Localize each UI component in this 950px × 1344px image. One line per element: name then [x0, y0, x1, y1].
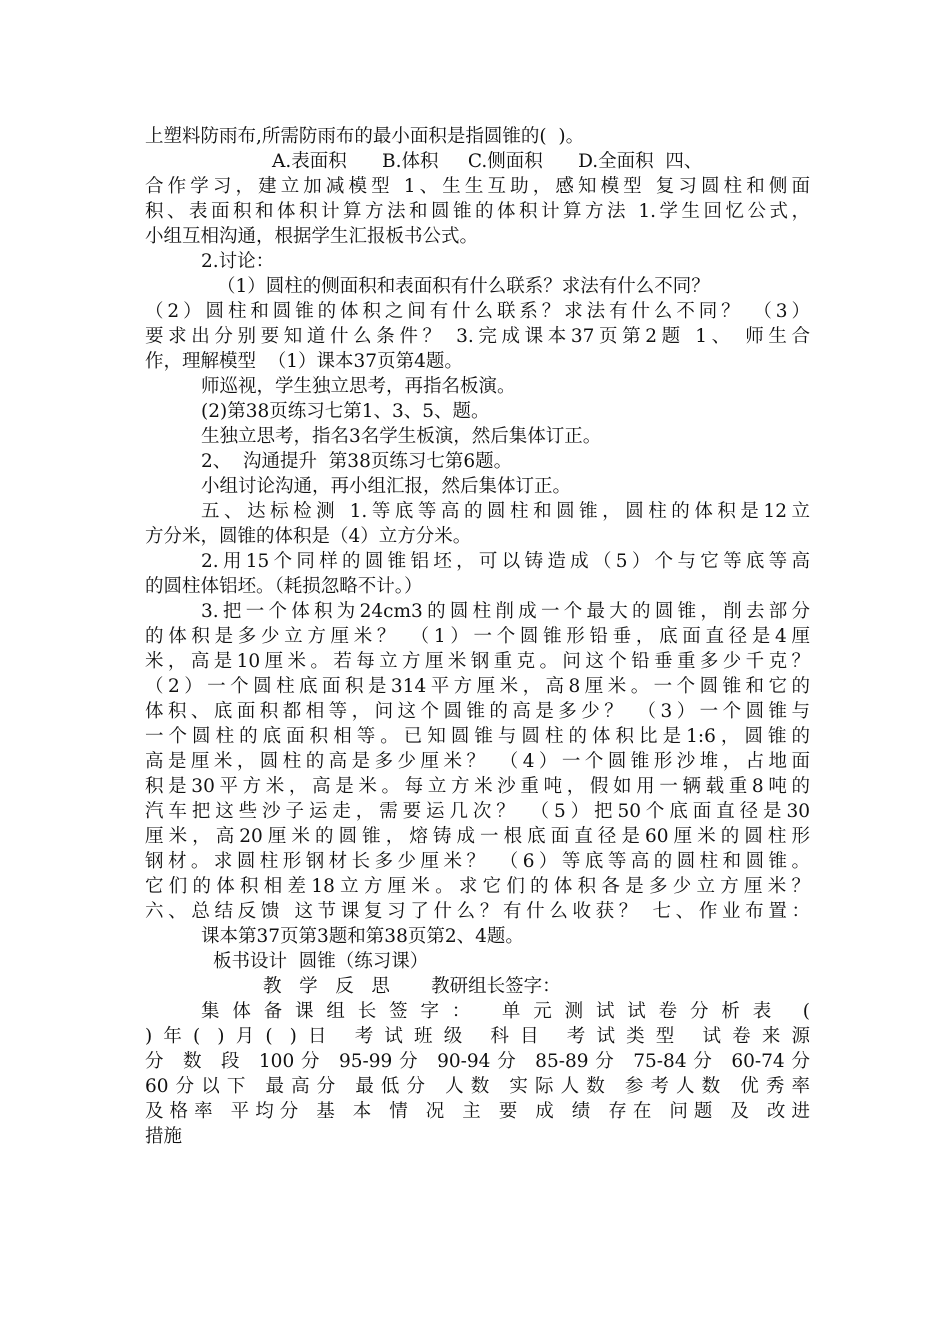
text-line: （2）圆柱和圆锥的体积之间有什么联系？求法有什么不同？ （3）: [145, 301, 810, 322]
text-line: )年( )月( )日 考试班级 科目 考试类型 试卷来源: [145, 1026, 810, 1047]
text-line: 汽车把这些沙子运走，需要运几次？ （5）把50个底面直径是30: [145, 801, 810, 822]
text-line: 板书设计 圆锥（练习课）: [213, 951, 429, 972]
text-line: 体积、底面积都相等，问这个圆锥的高是多少？ （3）一个圆锥与: [145, 701, 810, 722]
text-line: 要求出分别要知道什么条件？ 3.完成课本37页第2题 1、 师生合: [145, 326, 810, 347]
text-line: 课本第37页第3题和第38页第2、4题。: [201, 926, 524, 947]
text-line: 小组讨论沟通，再小组汇报，然后集体订正。: [201, 476, 572, 497]
text-line: 积、表面积和体积计算方法和圆锥的体积计算方法 1.学生回忆公式，: [145, 201, 810, 222]
text-line: 作，理解模型 （1）课本37页第4题。: [145, 351, 463, 372]
text-line: 集体备课组长签字： 单元测试试卷分析表 (: [201, 1001, 810, 1022]
text-line: A.表面积 B.体积 C.侧面积 D.全面积 四、: [272, 151, 703, 172]
text-line: （1）圆柱的侧面积和表面积有什么联系？求法有什么不同？: [217, 276, 710, 297]
text-line: 五、达标检测 1.等底等高的圆柱和圆锥，圆柱的体积是12立: [201, 501, 810, 522]
text-line: 60分以下 最高分 最低分 人数 实际人数 参考人数 优秀率: [145, 1076, 810, 1097]
text-line: 高是厘米，圆柱的高是多少厘米？ （4）一个圆锥形沙堆，占地面: [145, 751, 810, 772]
text-line: 的圆柱体铝坯。（耗损忽略不计。）: [145, 576, 423, 597]
text-line: 合作学习，建立加减模型 1、生生互助，感知模型 复习圆柱和侧面: [145, 176, 810, 197]
text-line: （2）一个圆柱底面积是314平方厘米，高8厘米。一个圆锥和它的: [145, 676, 810, 697]
text-line: 六、总结反馈 这节课复习了什么？有什么收获？ 七、作业布置：: [145, 901, 810, 922]
text-line: 2.用15个同样的圆锥铝坯，可以铸造成（5）个与它等底等高: [201, 551, 810, 572]
text-line: 它们的体积相差18立方厘米。求它们的体积各是多少立方厘米？: [145, 876, 810, 897]
text-line: 措施: [145, 1126, 183, 1147]
text-line: 教 学 反 思 教研组长签字：: [263, 976, 561, 997]
text-line: 积是30平方米，高是米。每立方米沙重吨，假如用一辆载重8吨的: [145, 776, 810, 797]
text-line: 上塑料防雨布,所需防雨布的最小面积是指圆锥的( )。: [145, 126, 585, 147]
text-line: 钢材。求圆柱形钢材长多少厘米？ （6）等底等高的圆柱和圆锥。: [145, 851, 810, 872]
text-line: 3.把一个体积为24cm3的圆柱削成一个最大的圆锥，削去部分: [201, 601, 810, 622]
text-line: 一个圆柱的底面积相等。已知圆锥与圆柱的体积比是1:6，圆锥的: [145, 726, 810, 747]
text-line: 生独立思考，指名3名学生板演，然后集体订正。: [201, 426, 602, 447]
text-line: 师巡视，学生独立思考，再指名板演。: [201, 376, 516, 397]
text-line: 及格率 平均分 基 本 情 况 主 要 成 绩 存在 问题 及 改进: [145, 1101, 810, 1122]
text-line: 米，高是10厘米。若每立方厘米钢重克。问这个铅垂重多少千克？: [145, 651, 810, 672]
text-line: 厘米，高20厘米的圆锥，熔铸成一根底面直径是60厘米的圆柱形: [145, 826, 810, 847]
text-line: 小组互相沟通，根据学生汇报板书公式。: [145, 226, 479, 247]
text-line: 方分米，圆锥的体积是（4）立方分米。: [145, 526, 472, 547]
text-line: 的体积是多少立方厘米？ （1）一个圆锥形铅垂，底面直径是4厘: [145, 626, 810, 647]
text-line: 2、 沟通提升 第38页练习七第6题。: [201, 451, 513, 472]
text-line: 2.讨论：: [201, 251, 275, 272]
text-line: (2)第38页练习七第1、3、5、题。: [201, 401, 490, 422]
text-line: 分 数 段 100分 95-99分 90-94分 85-89分 75-84分 60-74分: [145, 1051, 810, 1072]
